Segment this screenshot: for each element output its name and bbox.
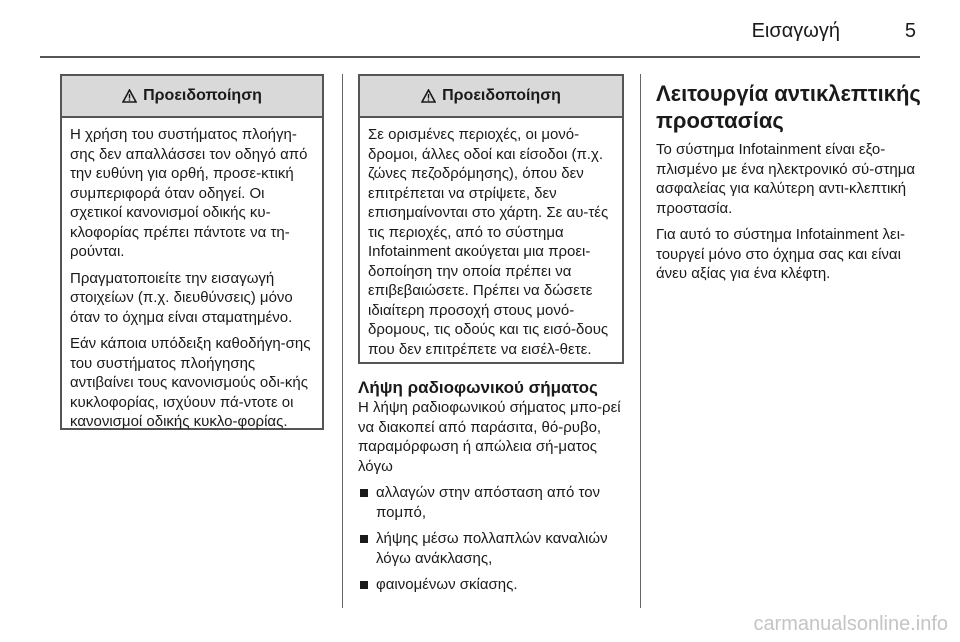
list-item-text: λήψης μέσω πολλαπλών καναλιών λόγω ανάκλασης, bbox=[376, 530, 608, 567]
warning-paragraph: Σε ορισμένες περιοχές, οι μονό-δρομοι, άλλες οδοί και είσοδοι (π.χ. ζώνες πεζοδρόμησης), όπου δεν επιτρέπεται να στρίψετε, δεν επισημαίνονται στο χάρτη. Σε αυ-τές τις περιοχές, από το σύστημα Infotainment ακούγεται μια προει-δοποίηση την οποία πρέπει να επιβεβαιώσετε. Πρέπει να δώσετε ιδιαίτερη προσοχή στους μονό-δρομους, τις οδούς και τις εισό-δους που δεν επιτρέπετε να εισέλ-θετε. bbox=[368, 126, 609, 358]
radio-reception-section bbox=[358, 378, 626, 602]
column-divider-1 bbox=[342, 74, 343, 608]
warning-heading: Προειδοποίηση bbox=[143, 87, 262, 104]
warning-box-navigation bbox=[60, 74, 324, 430]
watermark: carmanualsonline.info bbox=[753, 613, 948, 635]
section-paragraph: Το σύστημα Infotainment είναι εξο-πλισμένο με ένα ηλεκτρονικό σύ-στημα ασφαλείας για καλύτερη αντι-κλεπτική προστασία. bbox=[656, 141, 916, 217]
section-heading: Λήψη ραδιοφωνικού σήματος bbox=[358, 378, 598, 397]
square-bullet-icon bbox=[360, 489, 368, 497]
section-paragraph: Για αυτό το σύστημα Infotainment λει-τουργεί μόνο στο όχημα σας και είναι άνευ αξίας για ένα κλέφτη. bbox=[656, 226, 906, 282]
warning-triangle-icon bbox=[122, 89, 137, 103]
warning-paragraph: Εάν κάποια υπόδειξη καθοδήγη-σης του συστήματος πλοήγησης αντιβαίνει τους κανονισμούς οδι-κής κυκλοφορίας, ισχύουν πά-ντοτε οι κανονισμοί οδικής κυκλο-φορίας. bbox=[70, 335, 311, 430]
square-bullet-icon bbox=[360, 535, 368, 543]
list-item bbox=[358, 483, 626, 522]
header-title: Εισαγωγή bbox=[751, 20, 840, 42]
square-bullet-icon bbox=[360, 581, 368, 589]
header-rule bbox=[40, 56, 920, 58]
warning-box-oneway bbox=[358, 74, 624, 364]
warning-heading: Προειδοποίηση bbox=[442, 87, 561, 104]
page-header bbox=[40, 0, 920, 58]
section-intro: Η λήψη ραδιοφωνικού σήματος μπο-ρεί να διακοπεί από παράσιτα, θό-ρυβο, παραμόρφωση ή απώλεια σή-ματος λόγω bbox=[358, 399, 621, 475]
warning-body bbox=[62, 118, 322, 432]
section-heading: Λειτουργία αντικλεπτικής προστασίας bbox=[656, 81, 921, 133]
warning-paragraph: Πραγματοποιείτε την εισαγωγή στοιχείων (π.χ. διευθύνσεις) μόνο όταν το όχημα είναι σταματημένο. bbox=[70, 269, 293, 326]
column-divider-2 bbox=[640, 74, 641, 608]
page-number: 5 bbox=[904, 20, 916, 42]
warning-paragraph: Η χρήση του συστήματος πλοήγη-σης δεν απαλλάσσει τον οδηγό από την ευθύνη για ορθή, προσε-κτική συμπεριφορά όταν οδηγεί. Οι σχετικοί κανονισμοί οδικής κυ-κλοφορίας πρέπει πάντοτε να τη-ρούνται. bbox=[70, 126, 308, 260]
warning-heading-bar bbox=[360, 76, 622, 118]
warning-body bbox=[360, 118, 622, 359]
list-item bbox=[358, 575, 626, 595]
bullet-list bbox=[358, 483, 626, 595]
list-item bbox=[358, 529, 626, 568]
warning-heading-bar bbox=[62, 76, 322, 118]
warning-triangle-icon bbox=[421, 89, 436, 103]
antitheft-section bbox=[656, 80, 926, 291]
list-item-text: αλλαγών στην απόσταση από τον πομπό, bbox=[376, 484, 601, 521]
list-item-text: φαινομένων σκίασης. bbox=[376, 576, 518, 593]
